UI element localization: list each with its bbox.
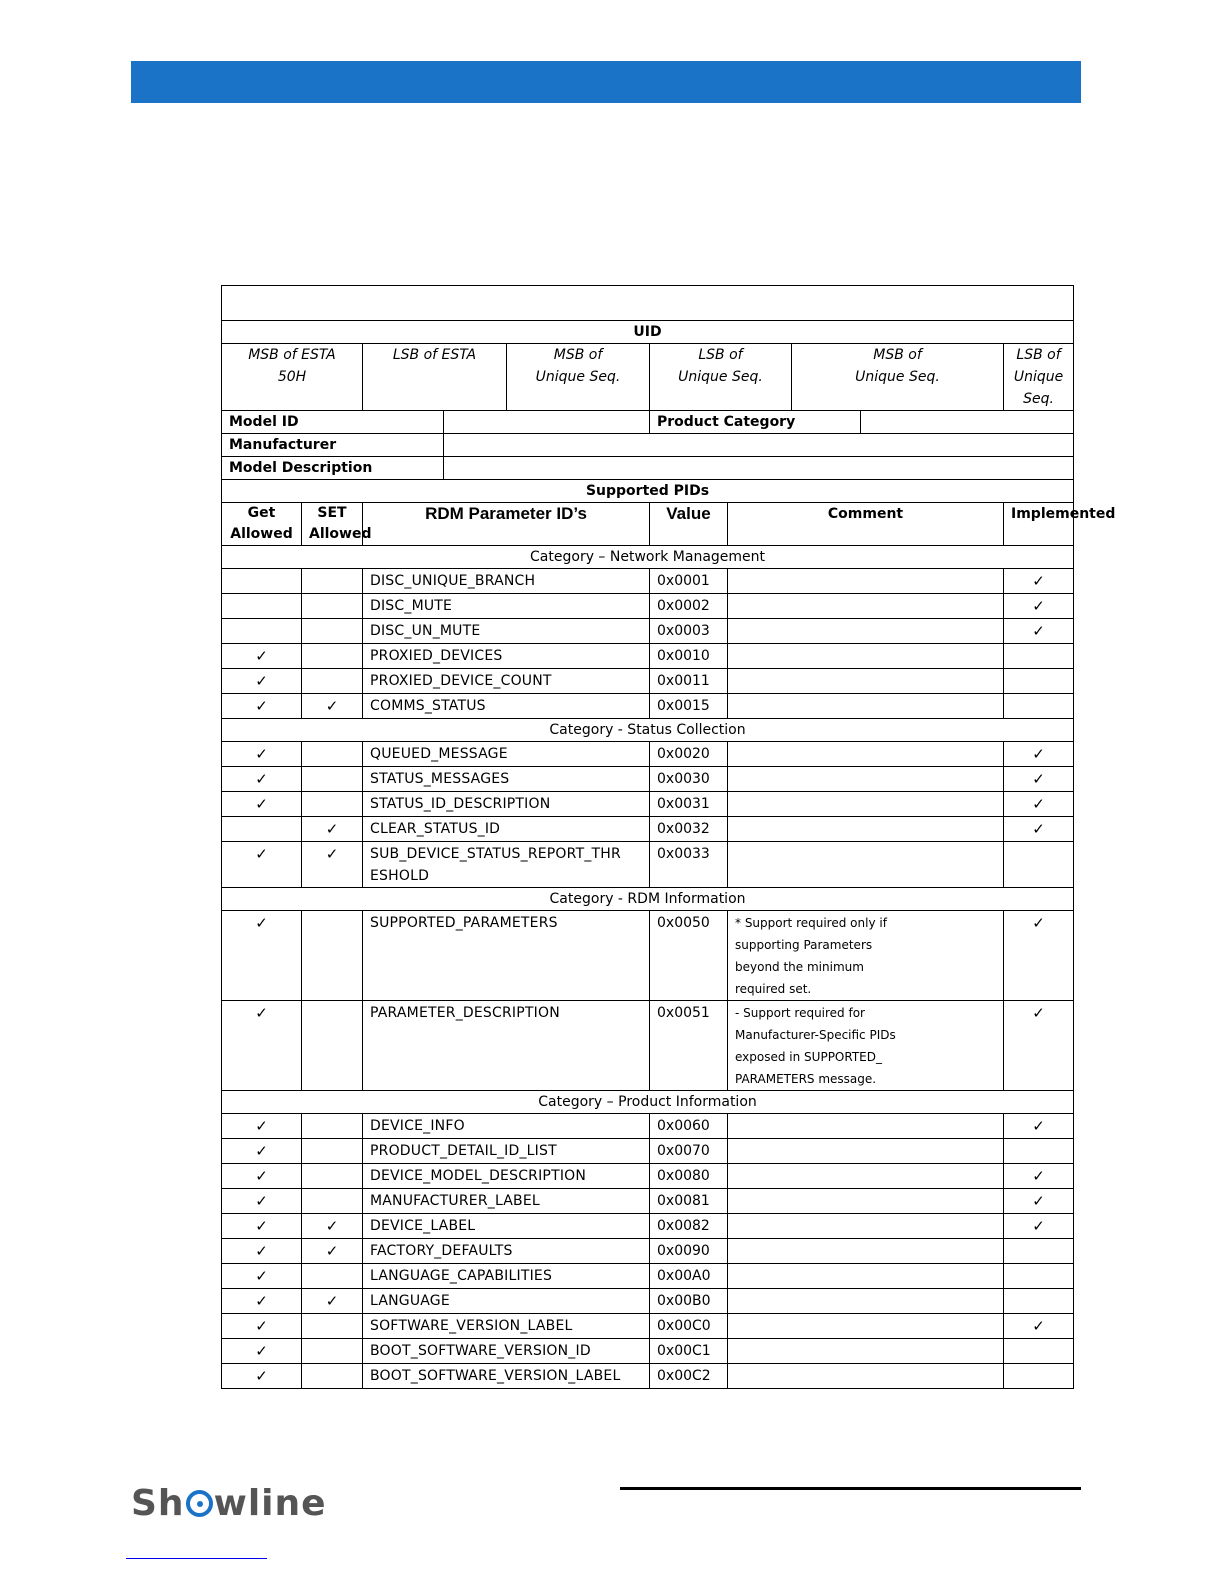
set-allowed-cell [302, 1289, 363, 1314]
get-allowed-cell [222, 1339, 302, 1364]
uid-lsb-esta [363, 344, 507, 411]
uid-msb-seq-1 [507, 344, 650, 411]
set-allowed-cell [302, 1364, 363, 1389]
footer-rule [620, 1487, 1081, 1490]
comment-cell [728, 742, 1004, 767]
parameter-name-text: PRODUCT_DETAIL_ID_LIST [370, 1143, 557, 1159]
table-row [222, 669, 1074, 694]
table-row [222, 1289, 1074, 1314]
table-row [222, 842, 1074, 888]
check-icon: ✓ [255, 745, 268, 763]
get-allowed-cell [222, 1314, 302, 1339]
set-allowed-cell [302, 1139, 363, 1164]
parameter-name-text: DISC_UN_MUTE [370, 623, 481, 639]
set-allowed-cell [302, 767, 363, 792]
table-row [222, 1139, 1074, 1164]
parameter-name [363, 1339, 650, 1364]
header-band [131, 61, 1081, 103]
parameter-value: 0x0082 [650, 1214, 728, 1239]
parameter-name-text: DEVICE_INFO [370, 1118, 465, 1134]
parameter-name-text: BOOT_SOFTWARE_VERSION_LABEL [370, 1368, 621, 1384]
set-allowed-cell [302, 1164, 363, 1189]
parameter-name-text-cont: ESHOLD [370, 868, 430, 884]
check-icon: ✓ [255, 1004, 268, 1022]
parameter-value: 0x00B0 [650, 1289, 728, 1314]
product-category-value [861, 411, 1074, 434]
check-icon: ✓ [255, 1242, 268, 1260]
implemented-cell [1004, 842, 1074, 888]
check-icon: ✓ [1032, 572, 1045, 590]
parameter-name [363, 694, 650, 719]
parameter-name [363, 817, 650, 842]
set-allowed-cell [302, 1001, 363, 1091]
comment-cell [728, 1289, 1004, 1314]
parameter-name-text: PROXIED_DEVICE_COUNT [370, 673, 552, 689]
parameter-value: 0x0060 [650, 1114, 728, 1139]
uid-line-1: MSB of ESTA [248, 347, 336, 363]
parameter-name-text: SUPPORTED_PARAMETERS [370, 915, 558, 931]
parameter-name [363, 1139, 650, 1164]
get-allowed-cell [222, 817, 302, 842]
comment-cell [728, 694, 1004, 719]
check-icon: ✓ [325, 845, 339, 863]
parameter-name [363, 569, 650, 594]
table-row [222, 594, 1074, 619]
col-comment: Comment [728, 503, 1004, 546]
get-allowed-cell [222, 1264, 302, 1289]
logo-text-start: Sh [131, 1483, 185, 1524]
table-row [222, 817, 1074, 842]
get-allowed-cell [222, 1239, 302, 1264]
get-allowed-cell [222, 742, 302, 767]
table-row [222, 792, 1074, 817]
uid-line-1: MSB of [873, 347, 922, 363]
implemented-cell [1004, 1139, 1074, 1164]
implemented-cell [1004, 767, 1074, 792]
parameter-name [363, 842, 650, 888]
set-allowed-cell [302, 742, 363, 767]
get-allowed-cell [222, 792, 302, 817]
get-allowed-cell [222, 767, 302, 792]
uid-msb-seq-2 [792, 344, 1004, 411]
table-row [222, 1189, 1074, 1214]
table-row [222, 1239, 1074, 1264]
check-icon: ✓ [255, 1267, 268, 1285]
check-icon: ✓ [325, 1292, 339, 1310]
check-icon: ✓ [255, 1317, 268, 1335]
parameter-name-text: BOOT_SOFTWARE_VERSION_ID [370, 1343, 591, 1359]
parameter-name-text: CLEAR_STATUS_ID [370, 821, 501, 837]
parameter-name [363, 1364, 650, 1389]
parameter-name [363, 1289, 650, 1314]
set-allowed-cell [302, 1239, 363, 1264]
parameter-value: 0x0002 [650, 594, 728, 619]
parameter-value: 0x0001 [650, 569, 728, 594]
parameter-name-text: LANGUAGE_CAPABILITIES [370, 1268, 553, 1284]
parameter-name-text: PARAMETER_DESCRIPTION [370, 1005, 560, 1021]
parameter-name [363, 1114, 650, 1139]
parameter-name-text: LANGUAGE [370, 1293, 450, 1309]
check-icon: ✓ [255, 697, 268, 715]
check-icon: ✓ [255, 770, 268, 788]
implemented-cell [1004, 669, 1074, 694]
comment-cell [728, 1164, 1004, 1189]
category-title: Category - RDM Information [222, 888, 1074, 911]
parameter-name-text: DISC_UNIQUE_BRANCH [370, 573, 536, 589]
uid-line-2: Unique Seq. [678, 369, 763, 385]
comment-cell [728, 1139, 1004, 1164]
table-row [222, 1164, 1074, 1189]
parameter-value: 0x0090 [650, 1239, 728, 1264]
implemented-cell [1004, 1264, 1074, 1289]
supported-pids-header: Supported PIDs [222, 480, 1074, 503]
comment-cell [728, 1264, 1004, 1289]
check-icon: ✓ [255, 1292, 268, 1310]
uid-line-2: Unique Seq. [855, 369, 940, 385]
parameter-name-text: DEVICE_MODEL_DESCRIPTION [370, 1168, 587, 1184]
get-allowed-cell [222, 1114, 302, 1139]
check-icon: ✓ [1032, 745, 1045, 763]
table-row [222, 742, 1074, 767]
comment-cell [728, 594, 1004, 619]
implemented-cell [1004, 644, 1074, 669]
comment-line: PARAMETERS message. [735, 1072, 877, 1086]
parameter-name-text: DEVICE_LABEL [370, 1218, 476, 1234]
parameter-value: 0x0010 [650, 644, 728, 669]
parameter-value: 0x00C0 [650, 1314, 728, 1339]
implemented-cell [1004, 1339, 1074, 1364]
set-allowed-cell [302, 619, 363, 644]
get-allowed-cell [222, 911, 302, 1001]
parameter-name-text: SUB_DEVICE_STATUS_REPORT_THR [370, 846, 621, 862]
table-body [222, 286, 1116, 1389]
comment-cell [728, 767, 1004, 792]
set-allowed-cell [302, 817, 363, 842]
parameter-name-text: QUEUED_MESSAGE [370, 746, 508, 762]
parameter-value: 0x0030 [650, 767, 728, 792]
col-set-l2: Allowed [309, 526, 372, 542]
check-icon: ✓ [255, 1142, 268, 1160]
check-icon: ✓ [325, 1242, 339, 1260]
parameter-name-text: STATUS_ID_DESCRIPTION [370, 796, 551, 812]
check-icon: ✓ [255, 647, 268, 665]
check-icon: ✓ [1032, 1192, 1045, 1210]
uid-line-1: LSB of ESTA [392, 347, 477, 363]
parameter-name [363, 767, 650, 792]
get-allowed-cell [222, 1139, 302, 1164]
set-allowed-cell [302, 792, 363, 817]
table-row [222, 644, 1074, 669]
set-allowed-cell [302, 669, 363, 694]
implemented-cell [1004, 694, 1074, 719]
model-description-label: Model Description [222, 457, 444, 480]
comment-line: * Support required only if [735, 916, 887, 930]
category-title: Category - Status Collection [222, 719, 1074, 742]
uid-line-1: LSB of [1016, 347, 1061, 363]
get-allowed-cell [222, 842, 302, 888]
set-allowed-cell [302, 842, 363, 888]
check-icon: ✓ [1032, 770, 1045, 788]
uid-line-2: 50H [277, 369, 307, 385]
implemented-cell [1004, 817, 1074, 842]
parameter-name-text: SOFTWARE_VERSION_LABEL [370, 1318, 573, 1334]
set-allowed-cell [302, 1189, 363, 1214]
table-row [222, 694, 1074, 719]
category-row [222, 1091, 1074, 1114]
check-icon: ✓ [255, 1192, 268, 1210]
uid-line-1: MSB of [553, 347, 603, 363]
comment-cell [728, 792, 1004, 817]
parameter-value: 0x0050 [650, 911, 728, 1001]
check-icon: ✓ [325, 697, 339, 715]
comment-cell [728, 644, 1004, 669]
category-row [222, 719, 1074, 742]
model-id-label: Model ID [222, 411, 444, 434]
uid-lsb-seq-1 [650, 344, 792, 411]
comment-line: exposed in SUPPORTED_ [735, 1050, 882, 1064]
check-icon: ✓ [1032, 1004, 1045, 1022]
set-allowed-cell [302, 1314, 363, 1339]
col-get-l1: Get [247, 505, 276, 521]
table-row [222, 1264, 1074, 1289]
comment-cell [728, 669, 1004, 694]
parameter-value: 0x0020 [650, 742, 728, 767]
implemented-cell [1004, 1364, 1074, 1389]
model-id-value [444, 411, 650, 434]
check-icon: ✓ [255, 1342, 268, 1360]
parameter-name-text: FACTORY_DEFAULTS [370, 1243, 513, 1259]
implemented-cell [1004, 792, 1074, 817]
implemented-cell [1004, 1164, 1074, 1189]
implemented-cell [1004, 911, 1074, 1001]
comment-cell [728, 1189, 1004, 1214]
parameter-name [363, 1314, 650, 1339]
get-allowed-cell [222, 644, 302, 669]
parameter-name [363, 619, 650, 644]
category-row [222, 546, 1074, 569]
parameter-value: 0x0051 [650, 1001, 728, 1091]
table-row [222, 1114, 1074, 1139]
parameter-value: 0x0033 [650, 842, 728, 888]
parameter-value: 0x0080 [650, 1164, 728, 1189]
implemented-cell [1004, 1114, 1074, 1139]
comment-cell [728, 1314, 1004, 1339]
parameter-name-text: MANUFACTURER_LABEL [370, 1193, 540, 1209]
comment-line: beyond the minimum [735, 960, 864, 974]
comment-cell [728, 569, 1004, 594]
implemented-cell [1004, 1289, 1074, 1314]
check-icon: ✓ [255, 1217, 268, 1235]
parameter-name [363, 792, 650, 817]
table-row [222, 1214, 1074, 1239]
uid-header: UID [222, 321, 1074, 344]
uid-line-2: Unique Seq. [1013, 369, 1064, 407]
parameter-name-text: COMMS_STATUS [370, 698, 486, 714]
model-description-value [444, 457, 1074, 480]
uid-lsb-seq-2 [1004, 344, 1074, 411]
check-icon: ✓ [1032, 795, 1045, 813]
comment-cell [728, 1239, 1004, 1264]
col-value: Value [650, 503, 728, 546]
parameter-name [363, 1239, 650, 1264]
set-allowed-cell [302, 569, 363, 594]
parameter-name [363, 1164, 650, 1189]
check-icon: ✓ [1032, 1117, 1045, 1135]
comment-cell [728, 817, 1004, 842]
get-allowed-cell [222, 1289, 302, 1314]
uid-line-2: Unique Seq. [535, 369, 621, 385]
table-row [222, 1364, 1074, 1389]
parameter-name [363, 911, 650, 1001]
parameter-value: 0x0015 [650, 694, 728, 719]
showline-logo [131, 1483, 327, 1524]
check-icon: ✓ [255, 672, 268, 690]
check-icon: ✓ [325, 820, 339, 838]
implemented-cell [1004, 1001, 1074, 1091]
category-title: Category – Network Management [222, 546, 1074, 569]
comment-cell [728, 1364, 1004, 1389]
check-icon: ✓ [255, 914, 268, 932]
comment-cell [728, 1001, 1004, 1091]
comment-line: supporting Parameters [735, 938, 873, 952]
parameter-value: 0x0011 [650, 669, 728, 694]
parameter-name [363, 669, 650, 694]
check-icon: ✓ [1032, 914, 1045, 932]
product-category-label: Product Category [650, 411, 861, 434]
manufacturer-label: Manufacturer [222, 434, 444, 457]
comment-line: - Support required for [735, 1006, 865, 1020]
check-icon: ✓ [1032, 597, 1045, 615]
parameter-name [363, 742, 650, 767]
set-allowed-cell [302, 1114, 363, 1139]
comment-line: Manufacturer-Specific PIDs [735, 1028, 896, 1042]
get-allowed-cell [222, 1189, 302, 1214]
parameter-value: 0x0032 [650, 817, 728, 842]
check-icon: ✓ [1032, 820, 1045, 838]
get-allowed-cell [222, 694, 302, 719]
uid-line-1: LSB of [698, 347, 743, 363]
check-icon: ✓ [1032, 1217, 1045, 1235]
comment-cell [728, 911, 1004, 1001]
parameter-name-text: DISC_MUTE [370, 598, 453, 614]
set-allowed-cell [302, 1339, 363, 1364]
table-row [222, 1314, 1074, 1339]
parameter-value: 0x00C2 [650, 1364, 728, 1389]
get-allowed-cell [222, 569, 302, 594]
get-allowed-cell [222, 1001, 302, 1091]
implemented-cell [1004, 619, 1074, 644]
manufacturer-value [444, 434, 1074, 457]
parameter-value: 0x0070 [650, 1139, 728, 1164]
check-icon: ✓ [325, 1217, 339, 1235]
table-row [222, 767, 1074, 792]
col-parameter-id: RDM Parameter ID’s [363, 503, 650, 546]
set-allowed-cell [302, 1264, 363, 1289]
parameter-name [363, 594, 650, 619]
get-allowed-cell [222, 594, 302, 619]
parameter-name [363, 1189, 650, 1214]
col-get-allowed [222, 503, 302, 546]
comment-cell [728, 1214, 1004, 1239]
check-icon: ✓ [255, 1367, 268, 1385]
parameter-value: 0x0003 [650, 619, 728, 644]
parameter-value: 0x00A0 [650, 1264, 728, 1289]
implemented-cell [1004, 569, 1074, 594]
category-title: Category – Product Information [222, 1091, 1074, 1114]
table-row [222, 1001, 1074, 1091]
uid-msb-esta [222, 344, 363, 411]
parameter-name-text: STATUS_MESSAGES [370, 771, 510, 787]
set-allowed-cell [302, 911, 363, 1001]
parameter-value: 0x0081 [650, 1189, 728, 1214]
logo-target-icon [186, 1490, 213, 1517]
parameter-name [363, 644, 650, 669]
get-allowed-cell [222, 669, 302, 694]
parameter-value: 0x0031 [650, 792, 728, 817]
col-get-l2: Allowed [230, 526, 293, 542]
implemented-cell [1004, 1239, 1074, 1264]
set-allowed-cell [302, 594, 363, 619]
check-icon: ✓ [1032, 1317, 1045, 1335]
footer-link-underline [126, 1558, 267, 1559]
logo-text-end: wline [213, 1483, 327, 1524]
parameter-name [363, 1001, 650, 1091]
parameter-name-text: PROXIED_DEVICES [370, 648, 503, 664]
check-icon: ✓ [1032, 1167, 1045, 1185]
check-icon: ✓ [255, 1167, 268, 1185]
implemented-cell [1004, 1214, 1074, 1239]
col-implemented: Implemented [1004, 503, 1074, 546]
category-row [222, 888, 1074, 911]
set-allowed-cell [302, 694, 363, 719]
get-allowed-cell [222, 619, 302, 644]
table-title-cell [222, 286, 1074, 321]
set-allowed-cell [302, 1214, 363, 1239]
parameter-name [363, 1264, 650, 1289]
table-row [222, 569, 1074, 594]
comment-cell [728, 1339, 1004, 1364]
implemented-cell [1004, 594, 1074, 619]
col-set-l1: SET [317, 505, 347, 521]
comment-cell [728, 1114, 1004, 1139]
get-allowed-cell [222, 1364, 302, 1389]
get-allowed-cell [222, 1214, 302, 1239]
comment-line: required set. [735, 982, 812, 996]
table-row [222, 911, 1074, 1001]
implemented-cell [1004, 742, 1074, 767]
comment-cell [728, 619, 1004, 644]
comment-cell [728, 842, 1004, 888]
check-icon: ✓ [255, 795, 268, 813]
implemented-cell [1004, 1189, 1074, 1214]
set-allowed-cell [302, 644, 363, 669]
parameter-name [363, 1214, 650, 1239]
check-icon: ✓ [255, 845, 268, 863]
check-icon: ✓ [255, 1117, 268, 1135]
get-allowed-cell [222, 1164, 302, 1189]
check-icon: ✓ [1032, 622, 1045, 640]
rdm-pid-table [221, 285, 1116, 1389]
parameter-value: 0x00C1 [650, 1339, 728, 1364]
table-row [222, 1339, 1074, 1364]
implemented-cell [1004, 1314, 1074, 1339]
col-set-allowed [302, 503, 372, 546]
table-row [222, 619, 1074, 644]
